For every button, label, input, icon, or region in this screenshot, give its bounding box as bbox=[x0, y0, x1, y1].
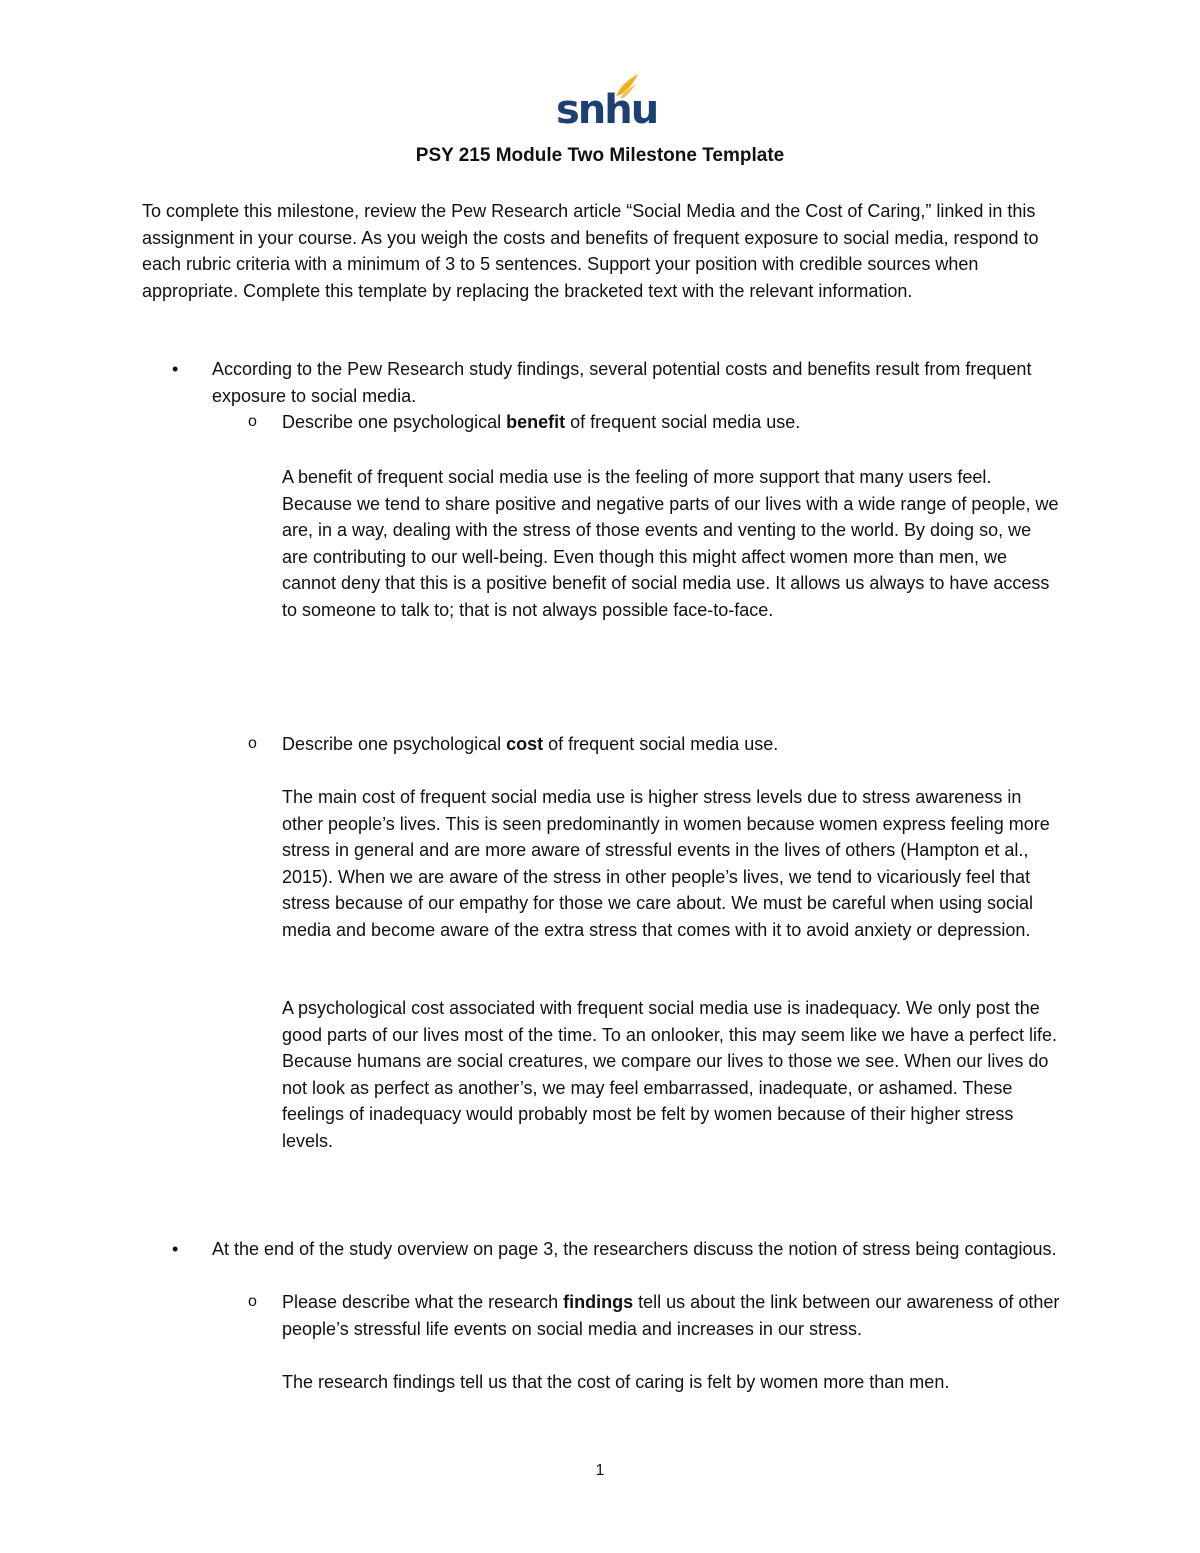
answer-paragraph: A benefit of frequent social media use is the feeling of more support that many users feel. Because we tend to share positive and negative parts of our lives with a wide range of people, we are, in a way, dealing with the stress of those events and venting to the world. By doing so, we are contributing to our well-being. Even though this might affect women more than men, we cannot deny that this is a positive benefit of social media use. It allows us always to have access to someone to talk to; that is not always possible face-to-face. bbox=[282, 467, 1059, 620]
page-number: 1 bbox=[595, 1462, 605, 1479]
sub-bullet-icon: o bbox=[248, 735, 257, 752]
answer-paragraph: The main cost of frequent social media use is higher stress levels due to stress awareness in other people’s lives. This is seen predominantly in women because women express feeling more stress in general and are more aware of stressful events in the lives of others (Hampton et al., 2015). When we are aware of the stress in other people’s lives, we tend to vicariously feel that stress because of our empathy for those we care about. We must be careful when using social media and become aware of the extra stress that comes with it to avoid anxiety or depression. bbox=[282, 787, 1050, 940]
answer-paragraph: A psychological cost associated with frequent social media use is inadequacy. We only post the good parts of our lives most of the time. To an onlooker, this may seem like we have a perfect life. Because humans are social creatures, we compare our lives to those we see. When our lives do not look as perfect as another’s, we may feel embarrassed, inadequate, or ashamed. These feelings of inadequacy would probably most be felt by women because of their higher stress levels. bbox=[282, 998, 1058, 1151]
prompt-bold-term: cost bbox=[506, 734, 544, 754]
intro-paragraph: To complete this milestone, review the Pew Research article “Social Media and the Cost of Caring,” linked in this assignment in your course. As you weigh the costs and benefits of frequent exposure to social media, respond to each rubric criteria with a minimum of 3 to 5 sentences. Support your position with credible sources when appropriate. Complete this template by replacing the bracketed text with the relevant information. bbox=[142, 201, 1039, 301]
prompt-text: Please describe what the research findings tell us about the link between our awareness of other people’s stressful life events on social media and increases in our stress. bbox=[282, 1292, 1060, 1339]
bullet-text: According to the Pew Research study findings, several potential costs and benefits result from frequent exposure to social media. bbox=[212, 359, 1032, 406]
logo-wordmark: snhu bbox=[556, 87, 658, 133]
snhu-logo bbox=[556, 72, 658, 134]
prompt-bold-term: benefit bbox=[506, 412, 566, 432]
bullet-icon: • bbox=[172, 359, 179, 379]
bullet-text: At the end of the study overview on page 3, the researchers discuss the notion of stress being contagious. bbox=[212, 1239, 1057, 1259]
sub-bullet-icon: o bbox=[248, 413, 257, 430]
prompt-text: Describe one psychological benefit of frequent social media use. bbox=[282, 412, 801, 432]
prompt-bold-term: findings bbox=[563, 1292, 634, 1312]
answer-paragraph: The research findings tell us that the cost of caring is felt by women more than men. bbox=[282, 1372, 950, 1392]
page-title: PSY 215 Module Two Milestone Template bbox=[415, 145, 785, 166]
sub-bullet-icon: o bbox=[248, 1293, 257, 1310]
prompt-text: Describe one psychological cost of frequent social media use. bbox=[282, 734, 779, 754]
bullet-icon: • bbox=[172, 1239, 179, 1259]
